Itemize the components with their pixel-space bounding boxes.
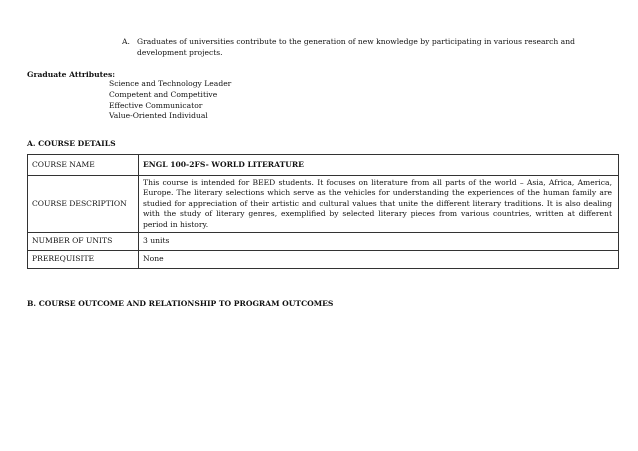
- number-of-units-row: [28, 233, 619, 251]
- course-details-table: [27, 154, 619, 269]
- prerequisite-row: [28, 251, 619, 269]
- course-description-label: COURSE DESCRIPTION: [28, 176, 139, 233]
- program-goal-text: Graduates of universities contribute to the generation of new knowledge by participating in various research and development projects.: [137, 37, 575, 57]
- course-name-label: COURSE NAME: [28, 155, 139, 176]
- prerequisite-value: None: [139, 251, 619, 269]
- graduate-attribute-item: Competent and Competitive: [109, 89, 218, 99]
- program-goal-item: [122, 37, 592, 58]
- course-details-heading: A. COURSE DETAILS: [27, 139, 116, 148]
- course-description-row: [28, 176, 619, 233]
- graduate-attribute-item: Value-Oriented Individual: [109, 111, 208, 121]
- prerequisite-label: PREREQUISITE: [28, 251, 139, 269]
- number-of-units-value: 3 units: [139, 233, 619, 251]
- graduate-attribute-item: Effective Communicator: [109, 100, 203, 110]
- course-name-row: [28, 155, 619, 176]
- number-of-units-label: NUMBER OF UNITS: [28, 233, 139, 251]
- graduate-attribute-item: Science and Technology Leader: [109, 79, 232, 88]
- graduate-attributes-list: [109, 79, 231, 122]
- graduate-attributes-heading: Graduate Attributes:: [27, 70, 116, 79]
- program-goal-marker: A.: [122, 37, 130, 46]
- course-outcome-heading: B. COURSE OUTCOME AND RELATIONSHIP TO PROGRAM OUTCOMES: [27, 299, 334, 308]
- course-name-value: ENGL 100-2FS- WORLD LITERATURE: [139, 155, 619, 176]
- course-description-value: This course is intended for BEED students. It focuses on literature from all parts of the world – Asia, Africa, America, Europe. The literary selections which serve as the vehicles for understanding the experiences of the human family are studied for appreciation of their artistic and cultural values that unite the different literary traditions. It is also dealing with the study of literary genres, exemplified by selected literary pieces from various countries, written at different period in history.: [139, 176, 619, 233]
